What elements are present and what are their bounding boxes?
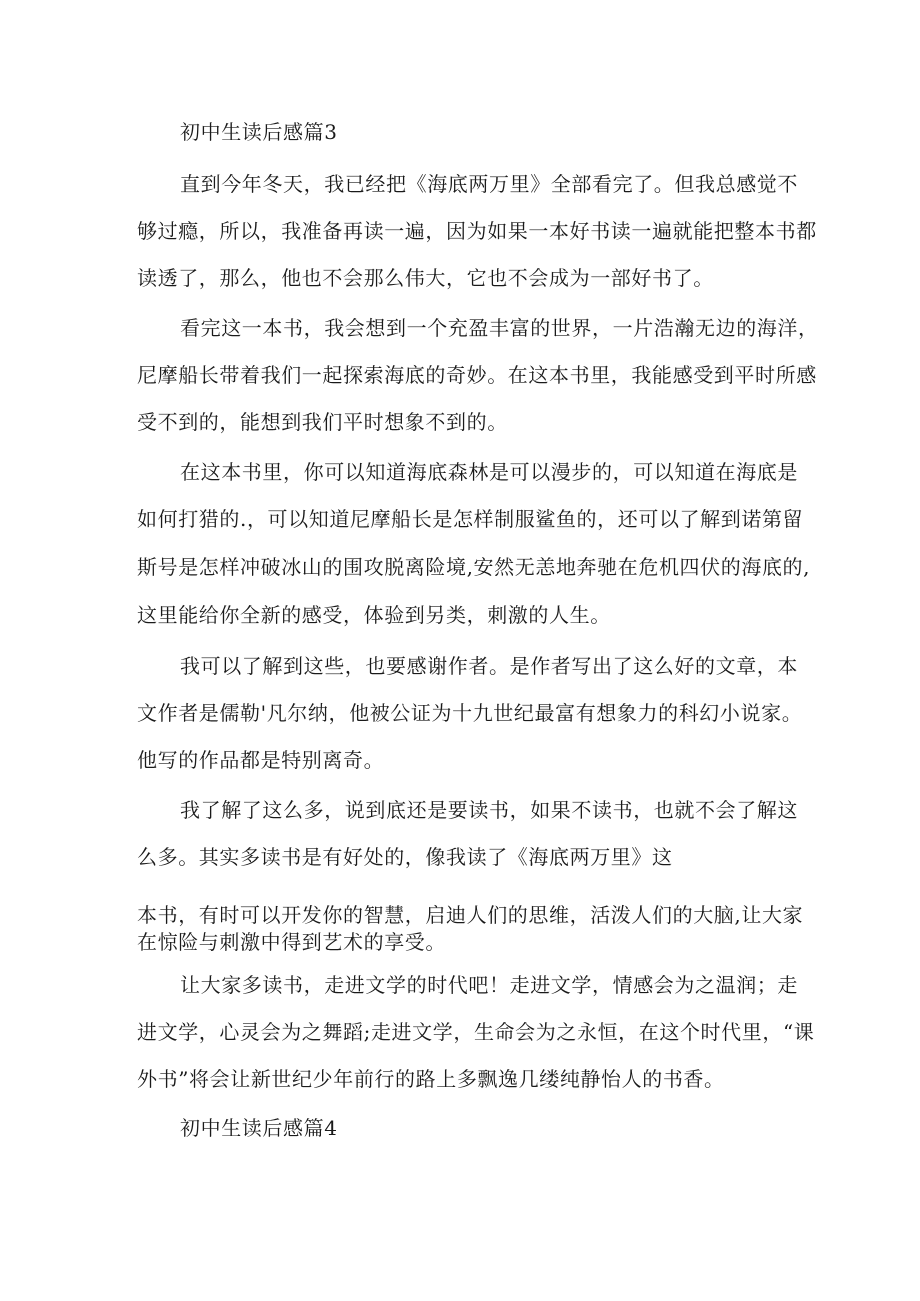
section-heading-4: 初中生读后感篇4 xyxy=(180,1116,338,1140)
paragraph-5-line-1: 我了解了这么多，说到底还是要读书，如果不读书，也就不会了解这 xyxy=(180,798,798,822)
paragraph-2-line-3: 受不到的，能想到我们平时想象不到的。 xyxy=(137,410,508,434)
paragraph-4-line-2: 文作者是儒勒'凡尔纳，他被公证为十九世纪最富有想象力的科幻小说家。 xyxy=(137,701,803,725)
paragraph-6-line-2: 进文学，心灵会为之舞蹈;走进文学，生命会为之永恒，在这个时代里，“课 xyxy=(137,1020,815,1044)
paragraph-3-line-1: 在这本书里，你可以知道海底森林是可以漫步的，可以知道在海底是 xyxy=(180,460,798,484)
paragraph-2-line-1: 看完这一本书，我会想到一个充盈丰富的世界，一片浩瀚无边的海洋， xyxy=(180,316,819,340)
paragraph-1-line-3: 读透了，那么，他也不会那么伟大，它也不会成为一部好书了。 xyxy=(137,266,714,290)
paragraph-5-line-3: 本书，有时可以开发你的智慧，启迪人们的思维，活泼人们的大脑,让大家 xyxy=(137,903,804,927)
paragraph-3-line-4: 这里能给你全新的感受，体验到另类，刺激的人生。 xyxy=(137,603,611,627)
paragraph-3-line-3: 斯号是怎样冲破冰山的围攻脱离险境,安然无恙地奔驰在危机四伏的海底的, xyxy=(137,555,811,579)
paragraph-6-line-3: 外书”将会让新世纪少年前行的路上多飘逸几缕纯静怡人的书香。 xyxy=(137,1067,725,1091)
paragraph-4-line-3: 他写的作品都是特别离奇。 xyxy=(137,748,385,772)
paragraph-1-line-1: 直到今年冬天，我已经把《海底两万里》全部看完了。但我总感觉不 xyxy=(180,172,798,196)
paragraph-3-line-2: 如何打猎的.，可以知道尼摩船长是怎样制服鲨鱼的，还可以了解到诺第留 xyxy=(137,507,804,531)
paragraph-1-line-2: 够过瘾，所以，我准备再读一遍，因为如果一本好书读一遍就能把整本书都 xyxy=(137,219,817,243)
paragraph-5-line-4: 在惊险与刺激中得到艺术的享受。 xyxy=(137,930,446,954)
paragraph-2-line-2: 尼摩船长带着我们一起探索海底的奇妙。在这本书里，我能感受到平时所感 xyxy=(137,363,817,387)
paragraph-6-line-1: 让大家多读书，走进文学的时代吧！走进文学，情感会为之温润；走 xyxy=(180,973,798,997)
paragraph-4-line-1: 我可以了解到这些，也要感谢作者。是作者写出了这么好的文章，本 xyxy=(180,654,798,678)
paragraph-5-line-2: 么多。其实多读书是有好处的，像我读了《海底两万里》这 xyxy=(137,845,673,869)
section-heading-3: 初中生读后感篇3 xyxy=(180,120,338,144)
